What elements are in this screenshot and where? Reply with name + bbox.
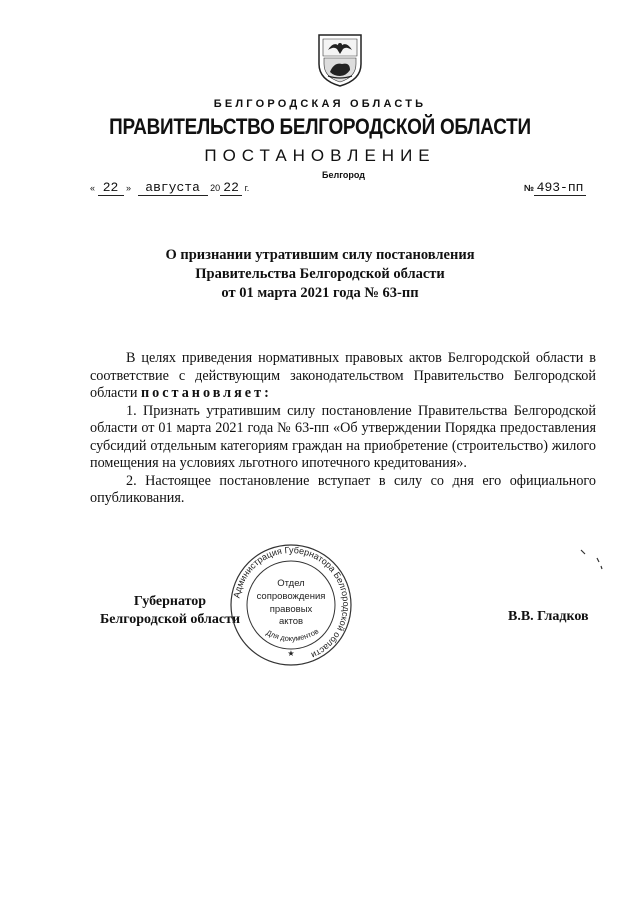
subject-line-1: О признании утратившим силу постановления xyxy=(165,247,475,263)
date-year-prefix: 20 xyxy=(210,183,221,193)
body-intro: В целях приведения нормативных правовых актов Белгородской области в соответствие с действующим законодательством Правительство Белгородской области постановляет: xyxy=(90,350,596,401)
stamp-bottom-text: Для документов xyxy=(264,626,321,644)
body-resolves: постановляет: xyxy=(140,385,272,401)
stamp-line-3: правовых xyxy=(269,604,313,615)
number-prefix: № xyxy=(524,183,535,193)
subject-line-3: от 01 марта 2021 года № 63-пп xyxy=(221,285,419,301)
signatory-name: В.В. Гладков xyxy=(508,609,589,624)
stamp-line-4: актов xyxy=(278,616,304,627)
official-stamp xyxy=(228,542,354,673)
stamp-star-icon: ★ xyxy=(287,649,295,658)
coat-of-arms-emblem xyxy=(316,32,364,93)
signatory-position xyxy=(90,593,250,629)
region-name: БЕЛГОРОДСКАЯ ОБЛАСТЬ xyxy=(213,98,427,110)
document-type: ПОСТАНОВЛЕНИЕ xyxy=(204,146,436,165)
handwritten-signature xyxy=(575,540,615,585)
date-year-suffix: 22 xyxy=(220,180,242,196)
subject-line-2: Правительства Белгородской области xyxy=(195,266,445,282)
body-item-1: 1. Признать утратившим силу постановление Правительства Белгородской области от 01 марта 2021 года № 63-пп «Об утверждении Порядка предоставления субсидий отдельным категориям граждан на приобретение (строительство) жилого помещения на условиях льготного ипотечного кредитования». xyxy=(90,402,596,471)
document-number xyxy=(524,180,586,196)
date-open-quote: « xyxy=(90,183,96,193)
date-close-quote: » xyxy=(126,183,132,193)
position-line-2: Белгородской области xyxy=(99,612,241,627)
date-year-unit: г. xyxy=(244,183,250,193)
body-item-2: 2. Настоящее постановление вступает в силу со дня его официального опубликования. xyxy=(90,472,596,506)
document-date xyxy=(90,180,249,196)
city-name: Белгород xyxy=(322,170,365,180)
position-line-1: Губернатор xyxy=(133,594,207,609)
government-title: ПРАВИТЕЛЬСТВО БЕЛГОРОДСКОЙ ОБЛАСТИ xyxy=(109,114,531,139)
number-value: 493-пп xyxy=(534,180,586,196)
date-month: августа xyxy=(138,180,208,196)
stamp-ring-text: Администрация Губернатора Белгородской области xyxy=(231,544,352,661)
document-subject xyxy=(0,246,640,303)
stamp-line-2: сопровождения xyxy=(256,591,326,602)
document-body xyxy=(90,350,596,508)
stamp-line-1: Отдел xyxy=(277,578,305,589)
date-day: 22 xyxy=(98,180,124,196)
